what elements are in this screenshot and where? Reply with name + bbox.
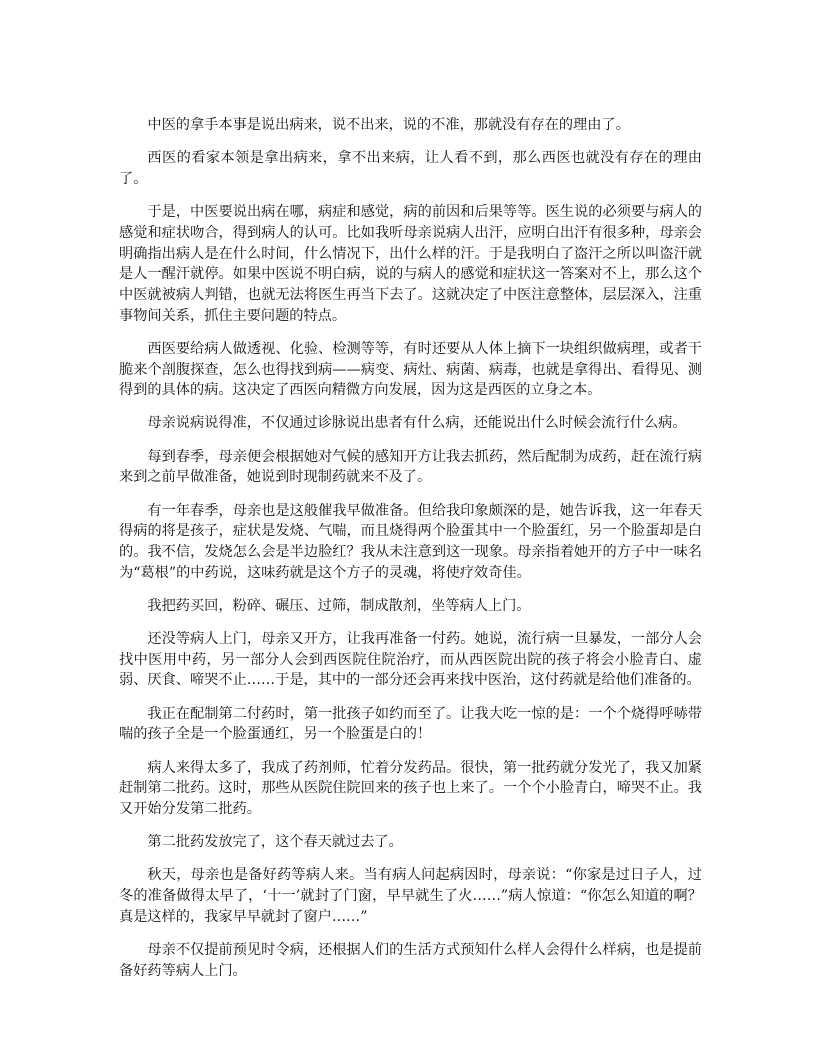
paragraph: 我正在配制第二付药时，第一批孩子如约而至了。让我大吃一惊的是：一个个烧得呼哧带喘的孩子全是一个脸蛋通红，另一个脸蛋是白的！ (119, 705, 702, 743)
paragraph: 有一年春季，母亲也是这般催我早做准备。但给我印象颇深的是，她告诉我，这一年春天得病的将是孩子，症状是发烧、气喘，而且烧得两个脸蛋其中一个脸蛋红，另一个脸蛋却是白的。我不信，发烧怎么会是半边脸红？我从未注意到这一现象。母亲指着她开的方子中一味名为“葛根”的中药说，这味药就是这个方子的灵魂，将使疗效奇佳。 (119, 502, 702, 581)
document-page (119, 115, 702, 994)
paragraph: 第二批药发放完了，这个春天就过去了。 (147, 834, 403, 851)
paragraph: 母亲不仅提前预见时令病，还根据人们的生活方式预知什么样人会得什么样病，也是提前备好药等病人上门。 (119, 942, 702, 979)
paragraph: 西医的看家本领是拿出病来，拿不出来病，让人看不到，那么西医也就没有存在的理由了。 (119, 150, 702, 187)
paragraph: 每到春季，母亲便会根据她对气候的感知开方让我去抓药，然后配制为成药，赶在流行病来到之前早做准备，她说到时现制药就来不及了。 (119, 448, 702, 486)
paragraph: 我把药买回，粉碎、碾压、过筛，制成散剂，坐等病人上门。 (147, 597, 531, 614)
paragraph: 还没等病人上门，母亲又开方，让我再准备一付药。她说，流行病一旦暴发，一部分人会找中医用中药，另一部分人会到西医院住院治疗，而从西医院出院的孩子将会小脸青白、虚弱、厌食、啼哭不止……于是，其中的一部分还会再来找中医治，这付药就是给他们准备的。 (119, 631, 702, 689)
paragraph: 母亲说病说得准，不仅通过诊脉说出患者有什么病，还能说出什么时候会流行什么病。 (147, 415, 687, 432)
paragraph: 西医要给病人做透视、化验、检测等等，有时还要从人体上摘下一块组织做病理，或者干脆来个剖腹探查，怎么也得找到病——病变、病灶、病菌、病毒，也就是拿得出、看得见、测得到的具体的病。这决定了西医向精微方向发展，因为这是西医的立身之本。 (119, 340, 702, 399)
paragraph: 秋天，母亲也是备好药等病人来。当有病人问起病因时，母亲说：“你家是过日子人，过冬的准备做得太早了，‘十一’就封了门窗，早早就生了火……”病人惊道：“你怎么知道的啊？真是这样的，我家早早就封了窗户……” (119, 867, 702, 925)
paragraph: 病人来得太多了，我成了药剂师，忙着分发药品。很快，第一批药就分发光了，我又加紧赶制第二批药。这时，那些从医院住院回来的孩子也上来了。一个个小脸青白，啼哭不止。我又开始分发第二批药。 (119, 759, 702, 817)
paragraph: 于是，中医要说出病在哪，病症和感觉，病的前因和后果等等。医生说的必须要与病人的感觉和症状吻合，得到病人的认可。比如我听母亲说病人出汗，应明白出汗有很多种，母亲会明确指出病人是在什么时间，什么情况下，出什么样的汗。于是我明白了盗汗之所以叫盗汗就是人一醒汗就停。如果中医说不明白病，说的与病人的感觉和症状这一答案对不上，那么这个中医就被病人判错，也就无法将医生再当下去了。这就决定了中医注意整体，层层深入，注重事物间关系，抓住主要问题的特点。 (119, 204, 702, 324)
paragraph: 中医的拿手本事是说出病来，说不出来，说的不准，那就没有存在的理由了。 (147, 117, 630, 133)
